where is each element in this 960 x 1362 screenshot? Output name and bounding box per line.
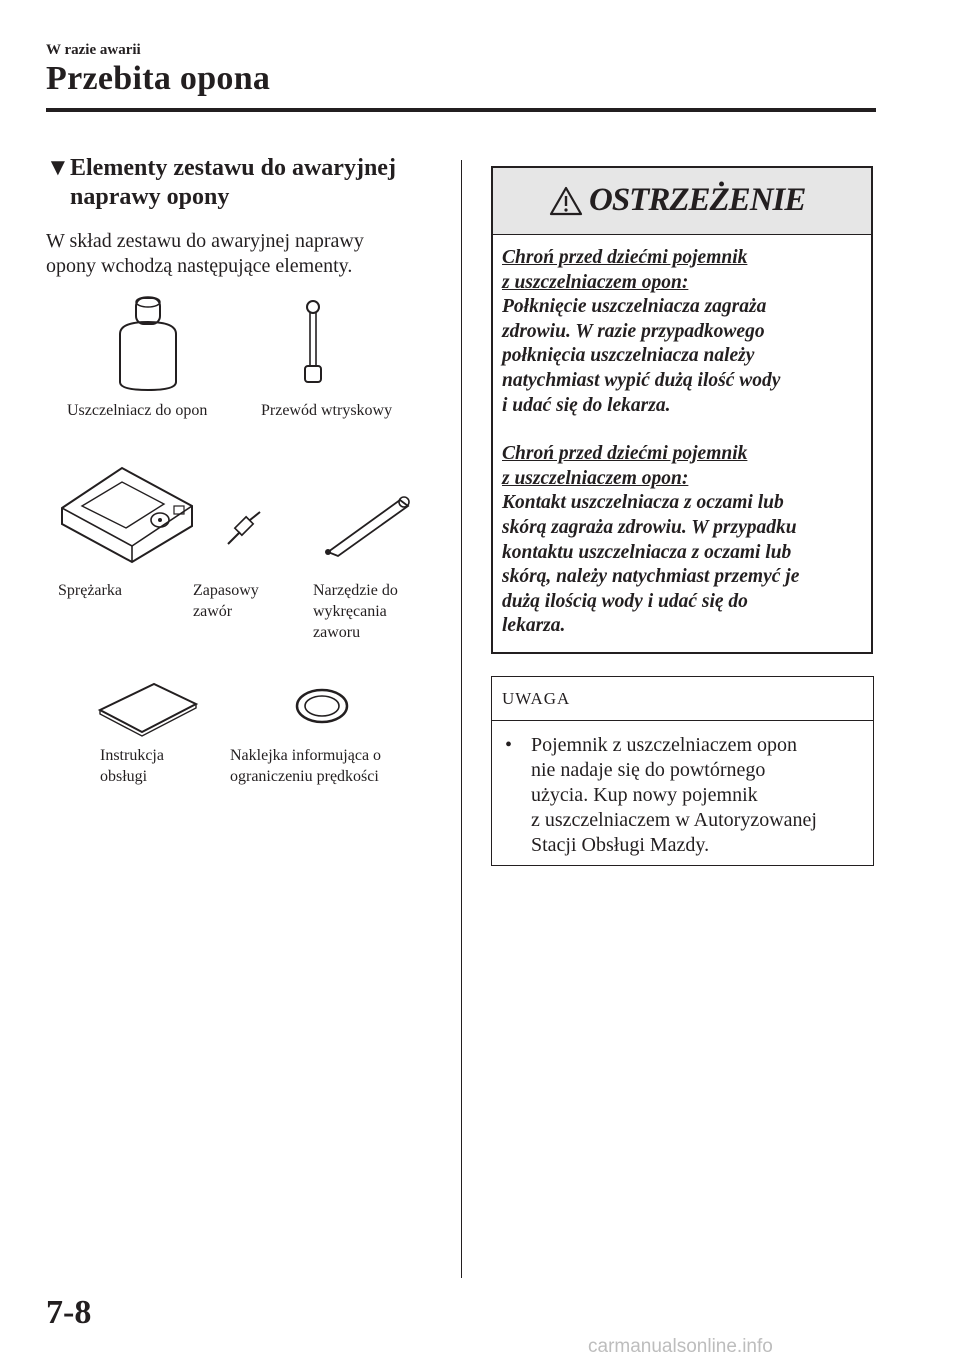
intro-line-2: opony wchodzą następujące elementy.	[46, 255, 353, 277]
warning-spacer	[502, 418, 864, 442]
valve-tool-illustration	[318, 492, 414, 560]
intro-text	[46, 229, 446, 279]
column-divider	[461, 160, 462, 1278]
subsection-heading	[46, 154, 446, 212]
caption-manual	[100, 745, 164, 787]
caption-sticker-line-1: Naklejka informująca o	[230, 747, 382, 764]
warning-triangle-icon	[549, 186, 583, 216]
heading-line-2: naprawy opony	[70, 184, 230, 210]
caption-tool-line-3: zaworu	[313, 624, 361, 641]
note-box	[491, 676, 874, 866]
warning-box	[491, 166, 873, 654]
caption-hose: Przewód wtryskowy	[261, 402, 393, 419]
manual-illustration	[96, 680, 200, 738]
warning-text-2-line-4: skórą, należy natychmiast przemyć je	[502, 566, 800, 588]
caption-sealant: Uszczelniacz do opon	[67, 402, 208, 419]
note-line-3: użycia. Kup nowy pojemnik	[531, 784, 758, 806]
watermark: carmanualsonline.info	[588, 1336, 773, 1357]
warning-text-2-line-3: kontaktu uszczelniacza z oczami lub	[502, 541, 792, 563]
warning-text-1-line-1: Połknięcie uszczelniacza zagraża	[502, 296, 767, 318]
caption-sticker	[230, 745, 381, 787]
warning-text-1-line-2: zdrowiu. W razie przypadkowego	[502, 320, 765, 342]
caption-tool-line-2: wykręcania	[313, 603, 387, 620]
warning-text-1-line-5: i udać się do lekarza.	[502, 394, 671, 416]
title-rule	[46, 108, 876, 112]
warning-header	[493, 168, 871, 235]
intro-line-1: W skład zestawu do awaryjnej naprawy	[46, 230, 364, 252]
note-line-4: z uszczelniaczem w Autoryzowanej	[531, 809, 817, 831]
warning-subtitle-2b: z uszczelniaczem opon:	[502, 467, 689, 489]
triangle-down-icon: ▼	[46, 155, 70, 181]
sealant-bottle-illustration	[112, 294, 184, 394]
warning-subtitle-1a: Chroń przed dziećmi pojemnik	[502, 247, 748, 268]
caption-valve	[193, 580, 259, 622]
warning-text-2-line-1: Kontakt uszczelniacza z oczami lub	[502, 492, 784, 514]
caption-compressor: Sprężarka	[58, 582, 122, 599]
hose-illustration	[298, 298, 328, 390]
warning-subtitle-2a: Chroń przed dziećmi pojemnik	[502, 443, 748, 465]
page-title: Przebita opona	[46, 60, 271, 97]
warning-text-2-line-2: skórą zagraża zdrowiu. W przypadku	[502, 516, 797, 538]
warning-text-2-line-6: lekarza.	[502, 615, 566, 637]
warning-subtitle-1b: z uszczelniaczem opon:	[502, 271, 689, 293]
warning-text-2-line-5: dużą ilością wody i udać się do	[502, 590, 748, 612]
compressor-illustration	[52, 462, 200, 566]
spare-valve-illustration	[224, 508, 264, 548]
caption-valve-line-1: Zapasowy	[193, 582, 259, 599]
section-label: W razie awarii	[46, 42, 141, 58]
warning-title: OSTRZEŻENIE	[589, 182, 806, 218]
page-number: 7-8	[46, 1294, 92, 1331]
caption-sticker-line-2: ograniczeniu prędkości	[230, 768, 379, 785]
note-header	[492, 677, 873, 721]
speed-sticker-illustration	[294, 686, 350, 726]
warning-text-1-line-4: natychmiast wypić dużą ilość wody	[502, 369, 781, 391]
note-title: UWAGA	[502, 689, 571, 708]
bullet-icon: •	[505, 734, 513, 756]
caption-tool	[313, 580, 398, 643]
caption-tool-line-1: Narzędzie do	[313, 582, 398, 599]
note-line-2: nie nadaje się do powtórnego	[531, 759, 766, 781]
note-body	[505, 733, 865, 858]
note-line-5: Stacji Obsługi Mazdy.	[531, 834, 710, 856]
caption-manual-line-2: obsługi	[100, 768, 148, 785]
caption-manual-line-1: Instrukcja	[100, 747, 164, 764]
warning-body	[502, 246, 864, 639]
heading-line-1: Elementy zestawu do awaryjnej	[70, 155, 396, 181]
note-line-1: Pojemnik z uszczelniaczem opon	[531, 734, 798, 756]
warning-text-1-line-3: połknięcia uszczelniacza należy	[502, 345, 755, 367]
caption-valve-line-2: zawór	[193, 603, 233, 620]
